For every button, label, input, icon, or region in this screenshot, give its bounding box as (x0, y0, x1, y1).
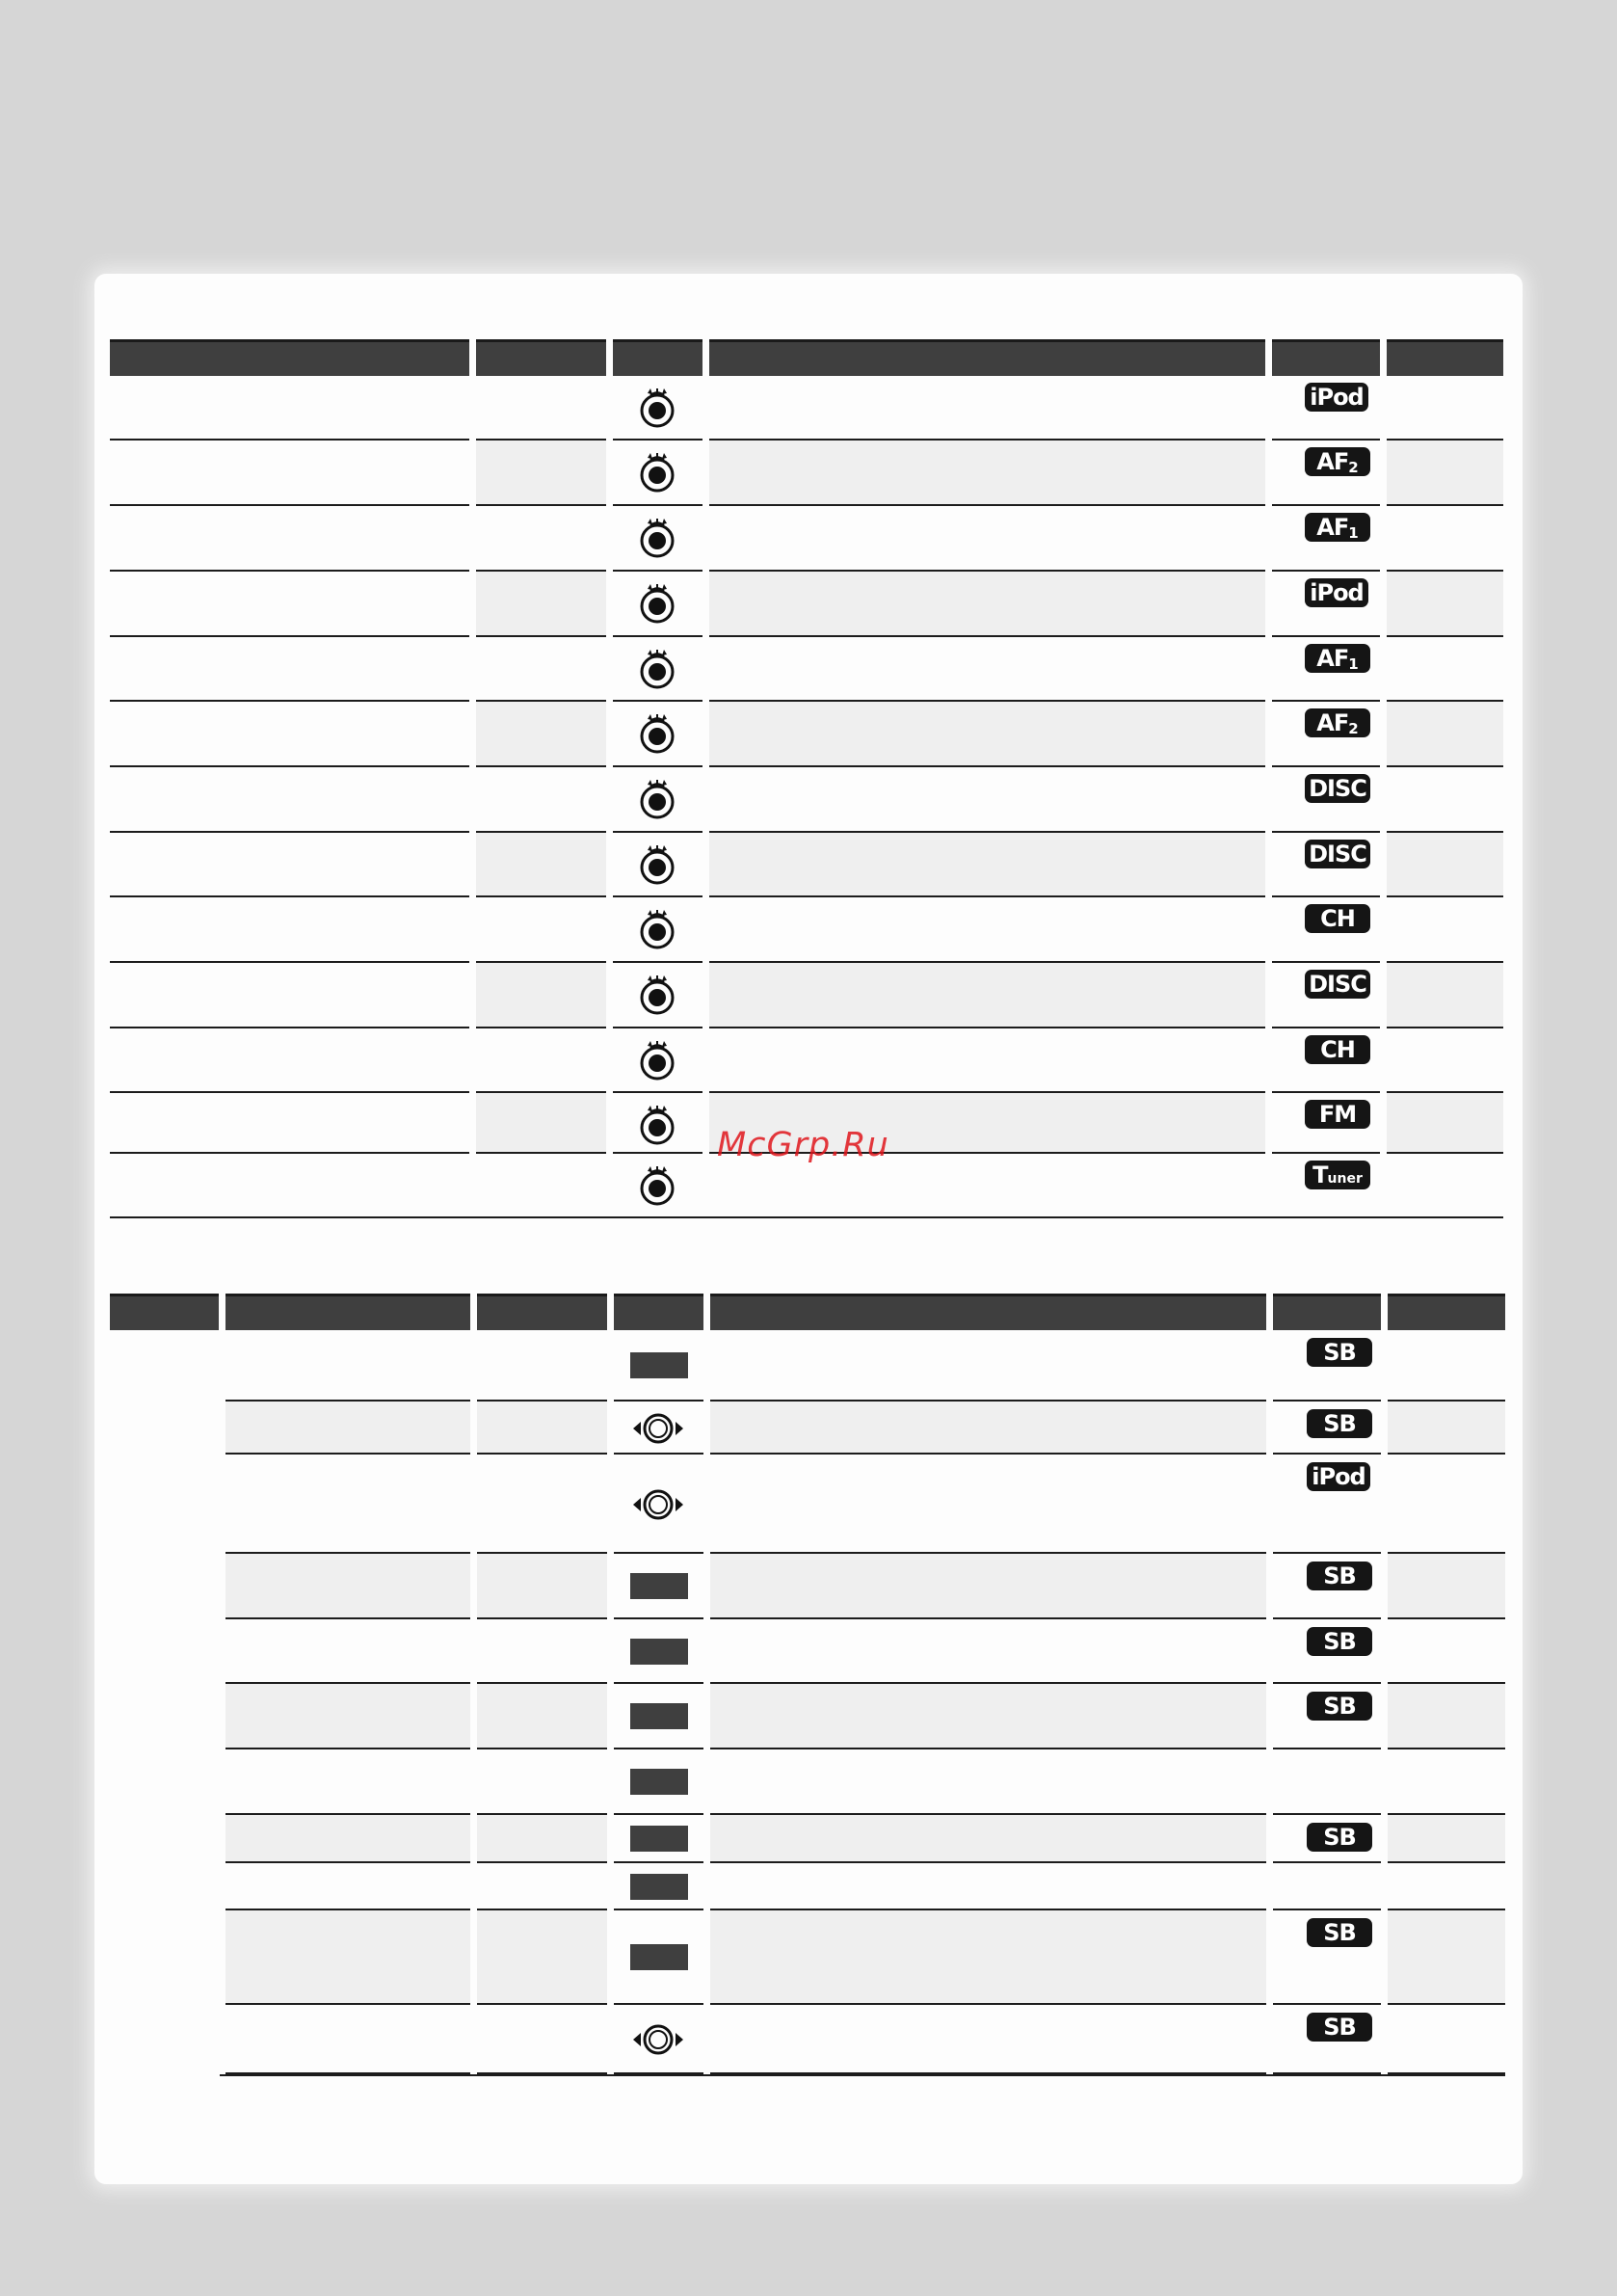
row-shade (477, 1402, 607, 1455)
button-icon[interactable] (630, 1703, 688, 1729)
row-divider (110, 1091, 469, 1093)
row-shade (710, 1402, 1266, 1455)
source-badge: SB (1307, 2013, 1372, 2042)
row-divider (476, 765, 606, 767)
row-divider (709, 1027, 1265, 1028)
rotate-knob-icon[interactable] (638, 1038, 676, 1082)
row-divider (614, 1682, 703, 1684)
row-shade (1388, 1554, 1505, 1619)
row-divider (477, 1617, 607, 1619)
table-header (709, 339, 1265, 376)
row-shade (476, 572, 606, 637)
table-header (614, 1294, 703, 1330)
manual-page (94, 274, 1523, 2184)
row-divider (1272, 1091, 1380, 1093)
button-icon[interactable] (630, 1639, 688, 1665)
row-divider (710, 1617, 1266, 1619)
row-divider (1272, 635, 1380, 637)
source-badge: $AF_1$ (1305, 644, 1370, 673)
rotate-knob-icon[interactable] (638, 386, 676, 430)
row-divider (613, 765, 702, 767)
table-header (710, 1294, 1266, 1330)
rotate-knob-icon[interactable] (638, 907, 676, 951)
row-divider (476, 895, 606, 897)
row-divider (1272, 831, 1380, 833)
table-header (1387, 339, 1503, 376)
row-divider (1388, 1748, 1505, 1749)
row-divider (613, 831, 702, 833)
rotate-knob-icon[interactable] (638, 1103, 676, 1147)
button-icon[interactable] (630, 1352, 688, 1378)
row-divider (110, 1152, 469, 1154)
row-divider (613, 961, 702, 963)
row-divider (613, 1091, 702, 1093)
row-shade (710, 1554, 1266, 1619)
function-table-2 (110, 1294, 1505, 2076)
row-divider (614, 1552, 703, 1554)
row-divider (613, 635, 702, 637)
row-divider (1273, 1909, 1381, 1910)
row-divider (614, 1400, 703, 1402)
table-header (225, 1294, 470, 1330)
row-shade (709, 702, 1265, 767)
row-divider (709, 895, 1265, 897)
row-shade (225, 1402, 470, 1455)
source-badge: SB (1307, 1409, 1372, 1438)
row-shade (225, 1910, 470, 2005)
row-divider (1273, 1748, 1381, 1749)
row-divider (614, 2003, 703, 2005)
rotate-knob-icon[interactable] (638, 1163, 676, 1208)
row-divider (613, 504, 702, 506)
row-divider (710, 1453, 1266, 1455)
row-shade (1387, 572, 1503, 637)
row-divider (1388, 1861, 1505, 1863)
row-shade (1387, 702, 1503, 767)
table-header (110, 1294, 219, 1330)
rotate-knob-icon[interactable] (638, 777, 676, 821)
row-divider (1272, 700, 1380, 702)
source-badge: SB (1307, 1627, 1372, 1656)
left-right-icon[interactable] (631, 2022, 685, 2057)
source-badge: FM (1305, 1100, 1370, 1129)
row-divider (1272, 961, 1380, 963)
source-badge: SB (1307, 1338, 1372, 1367)
row-divider (1387, 1027, 1503, 1028)
button-icon[interactable] (630, 1573, 688, 1599)
row-shade (1387, 833, 1503, 897)
row-shade (225, 1815, 470, 1863)
row-divider (709, 765, 1265, 767)
row-divider (614, 1861, 703, 1863)
row-divider (110, 831, 469, 833)
source-badge: Tuner (1305, 1161, 1370, 1189)
row-shade (709, 572, 1265, 637)
button-icon[interactable] (630, 1944, 688, 1970)
source-badge: DISC (1305, 970, 1370, 999)
row-divider (110, 765, 469, 767)
row-divider (225, 1453, 470, 1455)
row-shade (1388, 1815, 1505, 1863)
row-shade (225, 1554, 470, 1619)
row-divider (110, 895, 469, 897)
source-badge: $AF_2$ (1305, 708, 1370, 737)
row-divider (613, 1152, 702, 1154)
row-shade (1387, 963, 1503, 1028)
row-divider (1272, 1027, 1380, 1028)
table-header (613, 339, 702, 376)
button-icon[interactable] (630, 1769, 688, 1795)
table-header (1272, 339, 1380, 376)
rotate-knob-icon[interactable] (638, 647, 676, 691)
row-divider (477, 1748, 607, 1749)
rotate-knob-icon[interactable] (638, 450, 676, 494)
row-divider (476, 1152, 606, 1154)
left-right-icon[interactable] (631, 1411, 685, 1446)
row-shade (1388, 1402, 1505, 1455)
table-bottom-rule (110, 1216, 1503, 1218)
row-divider (225, 2003, 470, 2005)
row-shade (709, 441, 1265, 506)
button-icon[interactable] (630, 1826, 688, 1852)
source-badge: DISC (1305, 774, 1370, 803)
row-divider (614, 1813, 703, 1815)
row-divider (1272, 765, 1380, 767)
source-badge: DISC (1305, 840, 1370, 868)
row-divider (476, 504, 606, 506)
row-shade (477, 1910, 607, 2005)
row-divider (614, 1909, 703, 1910)
row-divider (1388, 1617, 1505, 1619)
row-divider (225, 1748, 470, 1749)
row-shade (710, 1910, 1266, 2005)
row-divider (110, 570, 469, 572)
table-header (110, 339, 469, 376)
row-shade (476, 1093, 606, 1154)
source-badge: CH (1305, 1035, 1370, 1064)
row-shade (1387, 441, 1503, 506)
row-divider (477, 2003, 607, 2005)
table-header (477, 1294, 607, 1330)
watermark: McGrp.Ru (717, 1126, 889, 1164)
row-divider (710, 1748, 1266, 1749)
rotate-knob-icon[interactable] (638, 711, 676, 756)
row-divider (1387, 895, 1503, 897)
row-divider (1388, 1453, 1505, 1455)
table-header (476, 339, 606, 376)
row-divider (1273, 2003, 1381, 2005)
table-bottom-rule (220, 2074, 1505, 2076)
row-divider (225, 1617, 470, 1619)
function-table-1 (110, 339, 1503, 1218)
row-divider (1273, 1453, 1381, 1455)
row-shade (476, 441, 606, 506)
row-shade (709, 963, 1265, 1028)
row-shade (476, 833, 606, 897)
row-divider (1273, 1400, 1381, 1402)
source-badge: SB (1307, 1692, 1372, 1721)
row-divider (613, 1027, 702, 1028)
row-divider (110, 504, 469, 506)
row-divider (110, 1027, 469, 1028)
table-header (1388, 1294, 1505, 1330)
source-badge: iPod (1307, 1462, 1370, 1491)
row-divider (110, 439, 469, 441)
row-shade (476, 702, 606, 767)
row-divider (1272, 570, 1380, 572)
row-divider (110, 635, 469, 637)
source-badge: $AF_1$ (1305, 513, 1370, 542)
row-shade (477, 1684, 607, 1749)
source-badge: iPod (1305, 578, 1368, 607)
row-shade (710, 1684, 1266, 1749)
row-divider (1273, 1813, 1381, 1815)
button-icon[interactable] (630, 1874, 688, 1900)
row-divider (476, 635, 606, 637)
row-divider (1272, 439, 1380, 441)
row-shade (477, 1554, 607, 1619)
row-divider (614, 1453, 703, 1455)
row-divider (1273, 1617, 1381, 1619)
rotate-knob-icon[interactable] (638, 581, 676, 626)
row-divider (1272, 1152, 1380, 1154)
row-divider (1387, 765, 1503, 767)
row-divider (614, 1748, 703, 1749)
row-divider (110, 961, 469, 963)
rotate-knob-icon[interactable] (638, 516, 676, 560)
row-divider (1387, 1152, 1503, 1154)
row-shade (710, 1815, 1266, 1863)
row-divider (613, 439, 702, 441)
row-shade (225, 1684, 470, 1749)
row-divider (710, 1861, 1266, 1863)
row-shade (477, 1815, 607, 1863)
source-badge: CH (1305, 904, 1370, 933)
row-divider (613, 700, 702, 702)
row-divider (477, 1453, 607, 1455)
row-divider (709, 504, 1265, 506)
row-divider (477, 1861, 607, 1863)
row-divider (110, 700, 469, 702)
row-shade (709, 833, 1265, 897)
row-divider (710, 2003, 1266, 2005)
source-badge: iPod (1305, 383, 1368, 412)
row-divider (1387, 504, 1503, 506)
row-divider (1388, 2003, 1505, 2005)
row-divider (613, 570, 702, 572)
source-badge: SB (1307, 1918, 1372, 1947)
rotate-knob-icon[interactable] (638, 842, 676, 887)
row-shade (1387, 1093, 1503, 1154)
row-divider (1272, 504, 1380, 506)
row-divider (1272, 895, 1380, 897)
row-divider (613, 895, 702, 897)
table-header (1273, 1294, 1381, 1330)
row-divider (1273, 1682, 1381, 1684)
source-badge: $AF_2$ (1305, 447, 1370, 476)
row-divider (1387, 635, 1503, 637)
rotate-knob-icon[interactable] (638, 973, 676, 1017)
source-badge: SB (1307, 1562, 1372, 1590)
row-shade (1388, 1684, 1505, 1749)
row-divider (1273, 1552, 1381, 1554)
row-shade (476, 963, 606, 1028)
source-badge: SB (1307, 1823, 1372, 1852)
row-divider (1273, 1861, 1381, 1863)
row-divider (709, 635, 1265, 637)
row-shade (1388, 1910, 1505, 2005)
left-right-icon[interactable] (631, 1487, 685, 1522)
row-divider (614, 1617, 703, 1619)
row-divider (225, 1861, 470, 1863)
row-divider (476, 1027, 606, 1028)
